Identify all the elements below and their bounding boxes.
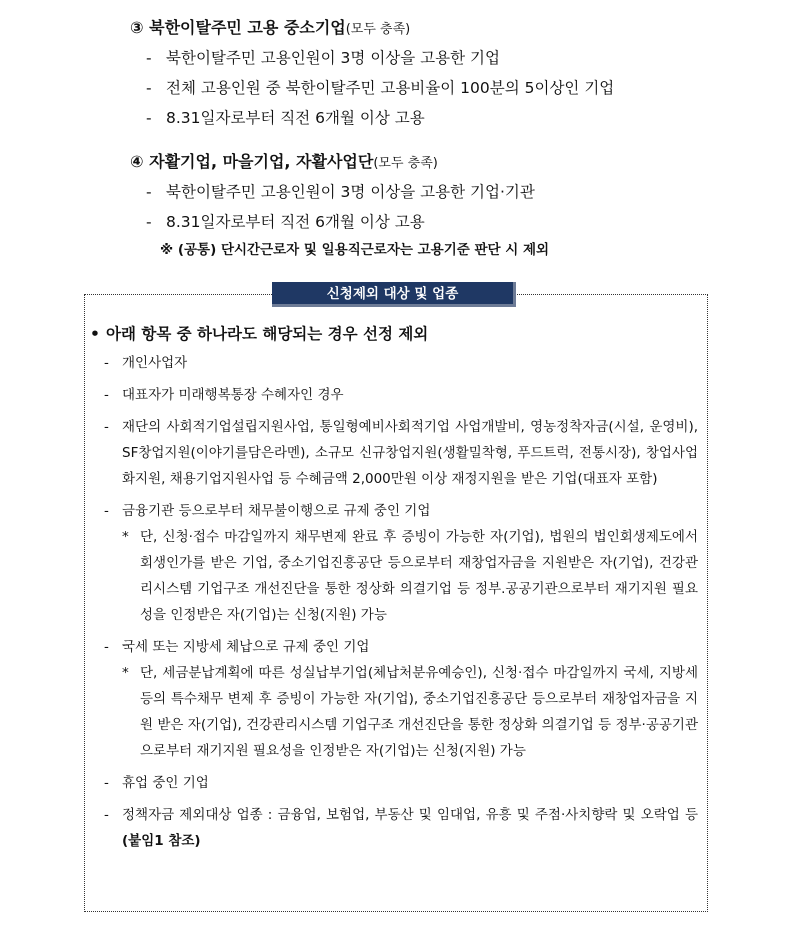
attachment-reference: (붙임1 참조): [122, 833, 201, 849]
exclusion-lead: • 아래 항목 중 하나라도 해당되는 경우 선정 제외: [90, 325, 429, 343]
section-4-line-2: - 8.31일자로부터 직전 6개월 이상 고용: [146, 213, 425, 231]
exclusion-subnote: * 단, 신청·접수 마감일까지 채무변제 완료 후 증빙이 가능한 자(기업), 법원의 법인회생제도에서 회생인가를 받은 기업, 중소기업진흥공단 등으로부터 재창업자금을 지원받은 자(기업), 건강관리시스템 기업구조 개선진단을 통한 정상화 의결기업 등 정부.공공기관으로부터 재기지원 필요성을 인정받은 자(기업)는 신청(지원) 가능: [122, 529, 698, 623]
section-3-line-3: - 8.31일자로부터 직전 6개월 이상 고용: [146, 109, 425, 127]
section-3-list: [146, 46, 614, 130]
section-3-heading: ③ 북한이탈주민 고용 중소기업(모두 충족): [130, 18, 411, 37]
section-4-line-1: - 북한이탈주민 고용인원이 3명 이상을 고용한 기업·기관: [146, 183, 535, 201]
exclusion-item: - 대표자가 미래행복통장 수혜자인 경우: [104, 387, 344, 403]
section-3-line-1: - 북한이탈주민 고용인원이 3명 이상을 고용한 기업: [146, 49, 500, 67]
section-4-note: (모두 충족): [373, 156, 438, 171]
exclusion-item: - 휴업 중인 기업: [104, 775, 209, 791]
section-3: [130, 16, 410, 42]
exclusion-item: - 국세 또는 지방세 체납으로 규제 중인 기업: [104, 639, 370, 655]
common-note: ※ (공통) 단시간근로자 및 일용직근로자는 고용기준 판단 시 제외: [160, 242, 550, 258]
section-3-note: (모두 충족): [345, 22, 411, 37]
exclusion-content: [90, 322, 704, 860]
exclusion-item: - 정책자금 제외대상 업종 : 금융업, 보험업, 부동산 및 임대업, 유흥 및 주점·사치향락 및 오락업 등(붙임1 참조): [104, 807, 698, 849]
exclusion-item: - 개인사업자: [104, 355, 188, 371]
exclusion-item: - 재단의 사회적기업설립지원사업, 통일형예비사회적기업 사업개발비, 영농정착자금(시설, 운영비), SF창업지원(이야기를담은라멘), 소규모 신규창업지원(생활밀착형, 푸드트럭, 전통시장), 창업사업화지원, 채용기업지원사업 등 수혜금액 2,000만원 이상 재정지원을 받은 기업(대표자 포함): [104, 419, 698, 487]
section-3-line-2: - 전체 고용인원 중 북한이탈주민 고용비율이 100분의 5이상인 기업: [146, 79, 615, 97]
section-4-list: [146, 180, 535, 234]
exclusion-box-title: 신청제외 대상 및 업종: [272, 282, 516, 307]
exclusion-item: - 금융기관 등으로부터 채무불이행으로 규제 중인 기업: [104, 503, 431, 519]
exclusion-subnote: * 단, 세금분납계획에 따른 성실납부기업(체납처분유예승인), 신청·접수 마감일까지 국세, 지방세 등의 특수채무 변제 후 증빙이 가능한 자(기업), 중소기업진흥공단 등으로부터 재창업자금을 지원 받은 자(기업), 건강관리시스템 기업구조 개선진단을 통한 정상화 의결기업 등 정부·공공기관으로부터 재기지원 필요성을 인정받은 자(기업)는 신청(지원) 가능: [122, 665, 698, 759]
section-4-heading: ④ 자활기업, 마을기업, 자활사업단(모두 충족): [130, 152, 438, 171]
section-4: [130, 150, 438, 176]
